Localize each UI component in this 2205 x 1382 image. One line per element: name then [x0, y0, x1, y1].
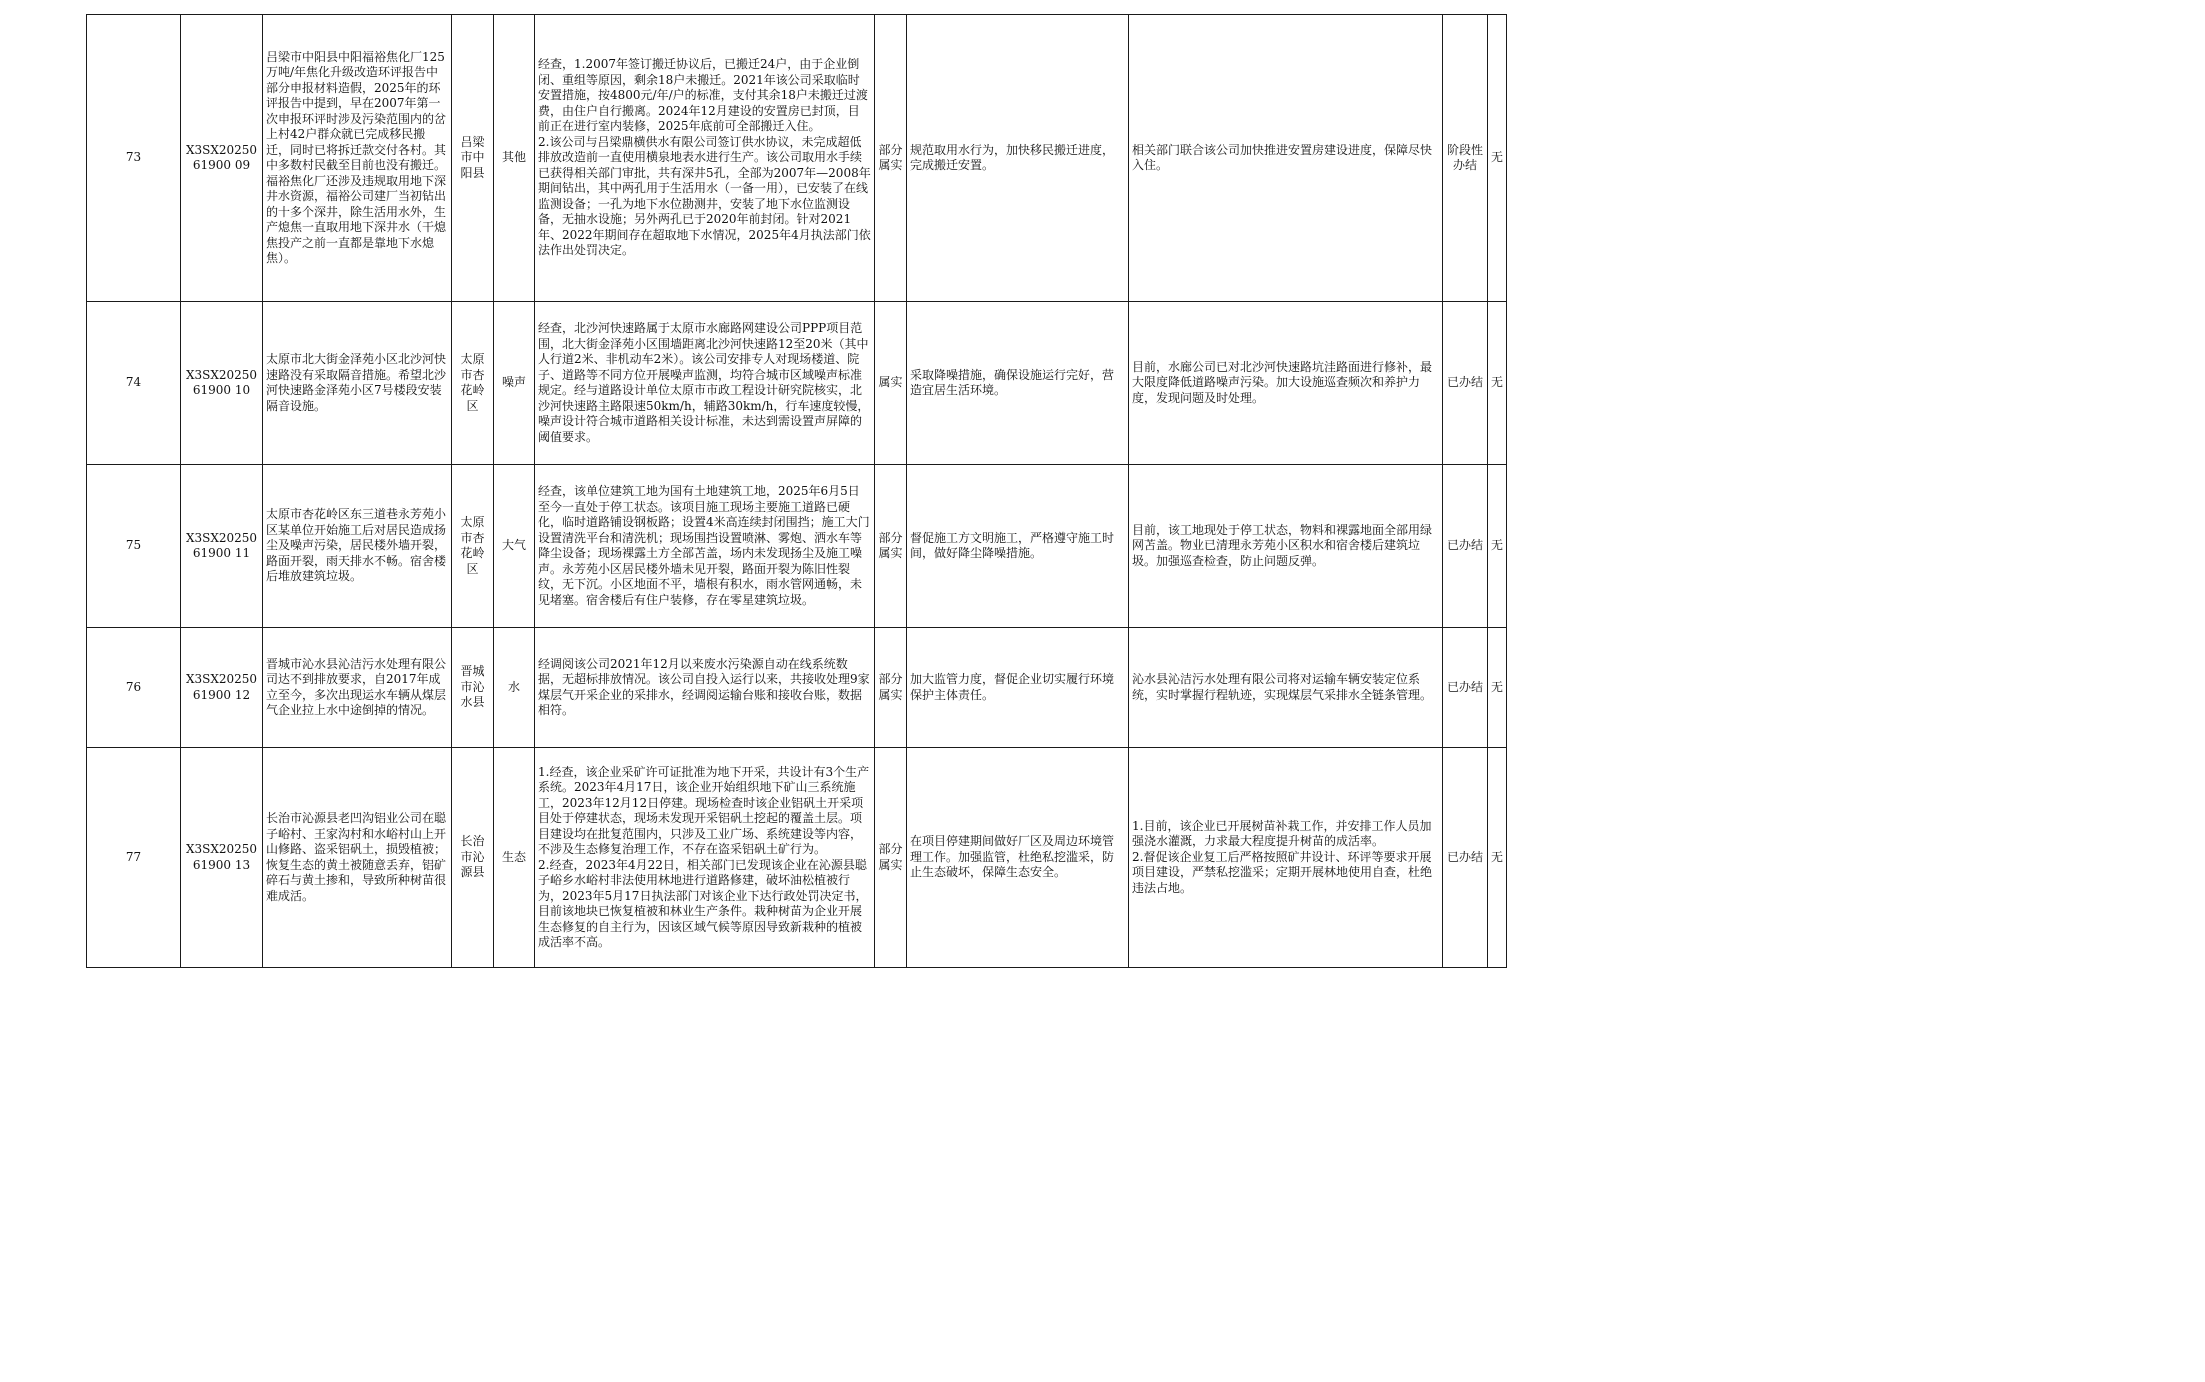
- verification-result: 部分属实: [875, 15, 907, 302]
- accountability-flag: 无: [1488, 465, 1507, 628]
- table-row: [87, 465, 1507, 628]
- handling-measures: 督促施工方文明施工，严格遵守施工时间，做好降尘降噪措施。: [907, 465, 1129, 628]
- complaint-content: 太原市杏花岭区东三道巷永芳苑小区某单位开始施工后对居民造成扬尘及噪声污染，居民楼外墙开裂，路面开裂，雨天排水不畅。宿舍楼后堆放建筑垃圾。: [263, 465, 452, 628]
- table-row: [87, 748, 1507, 968]
- completion-status: 阶段性办结: [1443, 15, 1488, 302]
- complaint-content: 长治市沁源县老凹沟铝业公司在聪子峪村、王家沟村和水峪村山上开山修路、盗采铝矾土，损毁植被；恢复生态的黄土被随意丢弃，铝矿碎石与黄土掺和，导致所种树苗很难成活。: [263, 748, 452, 968]
- administrative-area: 晋城市沁水县: [452, 628, 494, 748]
- investigation-findings: 经查，该单位建筑工地为国有土地建筑工地，2025年6月5日至今一直处于停工状态。该项目施工现场主要施工道路已硬化，临时道路铺设钢板路；设置4米高连续封闭围挡；施工大门设置清洗平台和清洗机；现场围挡设置喷淋、雾炮、洒水车等降尘设备；现场裸露土方全部苫盖，场内未发现扬尘及施工噪声。永芳苑小区居民楼外墙未见开裂，路面开裂为陈旧性裂纹，无下沉。小区地面不平，墙根有积水，雨水管网通畅，未见堵塞。宿舍楼后有住户装修，存在零星建筑垃圾。: [535, 465, 875, 628]
- administrative-area: 吕梁市中阳县: [452, 15, 494, 302]
- case-number: 77: [87, 748, 181, 968]
- investigation-findings: 1.经查，该企业采矿许可证批准为地下开采，共设计有3个生产系统。2023年4月17日，该企业开始组织地下矿山三系统施工，2023年12月12日停建。现场检查时该企业铝矾土开采项目处于停建状态，现场未发现开采铝矾土挖起的覆盖土层。项目建设均在批复范围内，只涉及工业广场、系统建设等内容，不涉及生态修复治理工作，不存在盗采铝矾土矿行为。 2.经查，2023年4月22日，相关部门已发现该企业在沁源县聪子峪乡水峪村非法使用林地进行道路修建，破坏油松植被行为，2023年5月17日执法部门对该企业下达行政处罚决定书，目前该地块已恢复植被和林业生产条件。栽种树苗为企业开展生态修复的自主行为，因该区域气候等原因导致新栽种的植被成活率不高。: [535, 748, 875, 968]
- completion-status: 已办结: [1443, 465, 1488, 628]
- completion-status: 已办结: [1443, 748, 1488, 968]
- handling-measures: 加大监管力度，督促企业切实履行环境保护主体责任。: [907, 628, 1129, 748]
- case-number: 75: [87, 465, 181, 628]
- investigation-findings: 经查，北沙河快速路属于太原市水廊路网建设公司PPP项目范围，北大街金泽苑小区围墙距离北沙河快速路12至20米（其中人行道2米、非机动车2米）。该公司安排专人对现场楼道、院子、道路等不同方位开展噪声监测，均符合城市区域噪声标准规定。经与道路设计单位太原市市政工程设计研究院核实，北沙河快速路主路限速50km/h，辅路30km/h，行车速度较慢，噪声设计符合城市道路相关设计标准，未达到需设置声屏障的阈值要求。: [535, 302, 875, 465]
- handling-measures: 规范取用水行为，加快移民搬迁进度，完成搬迁安置。: [907, 15, 1129, 302]
- investigation-findings: 经查，1.2007年签订搬迁协议后，已搬迁24户，由于企业倒闭、重组等原因，剩余18户未搬迁。2021年该公司采取临时安置措施，按4800元/年/户的标准，支付其余18户未搬迁过渡费，由住户自行搬离。2024年12月建设的安置房已封顶，目前正在进行室内装修，2025年底前可全部搬迁入住。 2.该公司与吕梁鼎横供水有限公司签订供水协议，未完成超低排放改造前一直使用横泉地表水进行生产。该公司取用水手续已获得相关部门审批，共有深井5孔，全部为2007年—2008年期间钻出，其中两孔用于生活用水（一备一用），已安装了在线监测设备；一孔为地下水位勘测井，安装了地下水位监测设备，无抽水设施；另外两孔已于2020年前封闭。针对2021年、2022年期间存在超取地下水情况，2025年4月执法部门依法作出处罚决定。: [535, 15, 875, 302]
- case-code: X3SX2025061900 11: [181, 465, 263, 628]
- administrative-area: 长治市沁源县: [452, 748, 494, 968]
- accountability-flag: 无: [1488, 15, 1507, 302]
- pollution-type: 噪声: [494, 302, 535, 465]
- table-row: [87, 628, 1507, 748]
- pollution-type: 大气: [494, 465, 535, 628]
- rectification-progress: 相关部门联合该公司加快推进安置房建设进度，保障尽快入住。: [1129, 15, 1443, 302]
- administrative-area: 太原市杏花岭区: [452, 465, 494, 628]
- accountability-flag: 无: [1488, 748, 1507, 968]
- accountability-flag: 无: [1488, 302, 1507, 465]
- investigation-findings: 经调阅该公司2021年12月以来废水污染源自动在线系统数据，无超标排放情况。该公司自投入运行以来，共接收处理9家煤层气开采企业的采排水，经调阅运输台账和接收台账，数据相符。: [535, 628, 875, 748]
- table-row: [87, 302, 1507, 465]
- table-row: [87, 15, 1507, 302]
- handling-measures: 采取降噪措施，确保设施运行完好，营造宜居生活环境。: [907, 302, 1129, 465]
- accountability-flag: 无: [1488, 628, 1507, 748]
- pollution-type: 其他: [494, 15, 535, 302]
- pollution-type: 水: [494, 628, 535, 748]
- verification-result: 部分属实: [875, 748, 907, 968]
- handling-measures: 在项目停建期间做好厂区及周边环境管理工作。加强监管，杜绝私挖滥采，防止生态破坏，保障生态安全。: [907, 748, 1129, 968]
- case-code: X3SX2025061900 12: [181, 628, 263, 748]
- pollution-type: 生态: [494, 748, 535, 968]
- verification-result: 属实: [875, 302, 907, 465]
- case-number: 76: [87, 628, 181, 748]
- rectification-progress: 目前，水廊公司已对北沙河快速路坑洼路面进行修补，最大限度降低道路噪声污染。加大设施巡查频次和养护力度，发现问题及时处理。: [1129, 302, 1443, 465]
- rectification-progress: 沁水县沁洁污水处理有限公司将对运输车辆安装定位系统，实时掌握行程轨迹，实现煤层气采排水全链条管理。: [1129, 628, 1443, 748]
- rectification-progress: 目前，该工地现处于停工状态，物料和裸露地面全部用绿网苫盖。物业已清理永芳苑小区积水和宿舍楼后建筑垃圾。加强巡查检查，防止问题反弹。: [1129, 465, 1443, 628]
- verification-result: 部分属实: [875, 465, 907, 628]
- rectification-progress: 1.目前，该企业已开展树苗补栽工作，并安排工作人员加强浇水灌溉，力求最大程度提升树苗的成活率。 2.督促该企业复工后严格按照矿井设计、环评等要求开展项目建设，严禁私挖滥采；定期开展林地使用自查，杜绝违法占地。: [1129, 748, 1443, 968]
- case-table: [86, 14, 1507, 968]
- completion-status: 已办结: [1443, 302, 1488, 465]
- verification-result: 部分属实: [875, 628, 907, 748]
- case-code: X3SX2025061900 13: [181, 748, 263, 968]
- complaint-content: 晋城市沁水县沁洁污水处理有限公司达不到排放要求，自2017年成立至今，多次出现运水车辆从煤层气企业拉上水中途倒掉的情况。: [263, 628, 452, 748]
- case-number: 74: [87, 302, 181, 465]
- case-code: X3SX2025061900 10: [181, 302, 263, 465]
- complaint-content: 太原市北大街金泽苑小区北沙河快速路没有采取隔音措施。希望北沙河快速路金泽苑小区7号楼段安装隔音设施。: [263, 302, 452, 465]
- case-number: 73: [87, 15, 181, 302]
- complaint-content: 吕梁市中阳县中阳福裕焦化厂125万吨/年焦化升级改造环评报告中部分申报材料造假，2025年的环评报告中提到，早在2007年第一次申报环评时涉及污染范围内的岔上村42户群众就已完成移民搬迁，同时已将拆迁款交付各村。其中多数村民截至目前也没有搬迁。福裕焦化厂还涉及违规取用地下深井水资源，福裕公司建厂当初钻出的十多个深井，除生活用水外，生产熄焦一直取用地下深井水（干熄焦投产之前一直都是靠地下水熄焦）。: [263, 15, 452, 302]
- completion-status: 已办结: [1443, 628, 1488, 748]
- case-code: X3SX2025061900 09: [181, 15, 263, 302]
- administrative-area: 太原市杏花岭区: [452, 302, 494, 465]
